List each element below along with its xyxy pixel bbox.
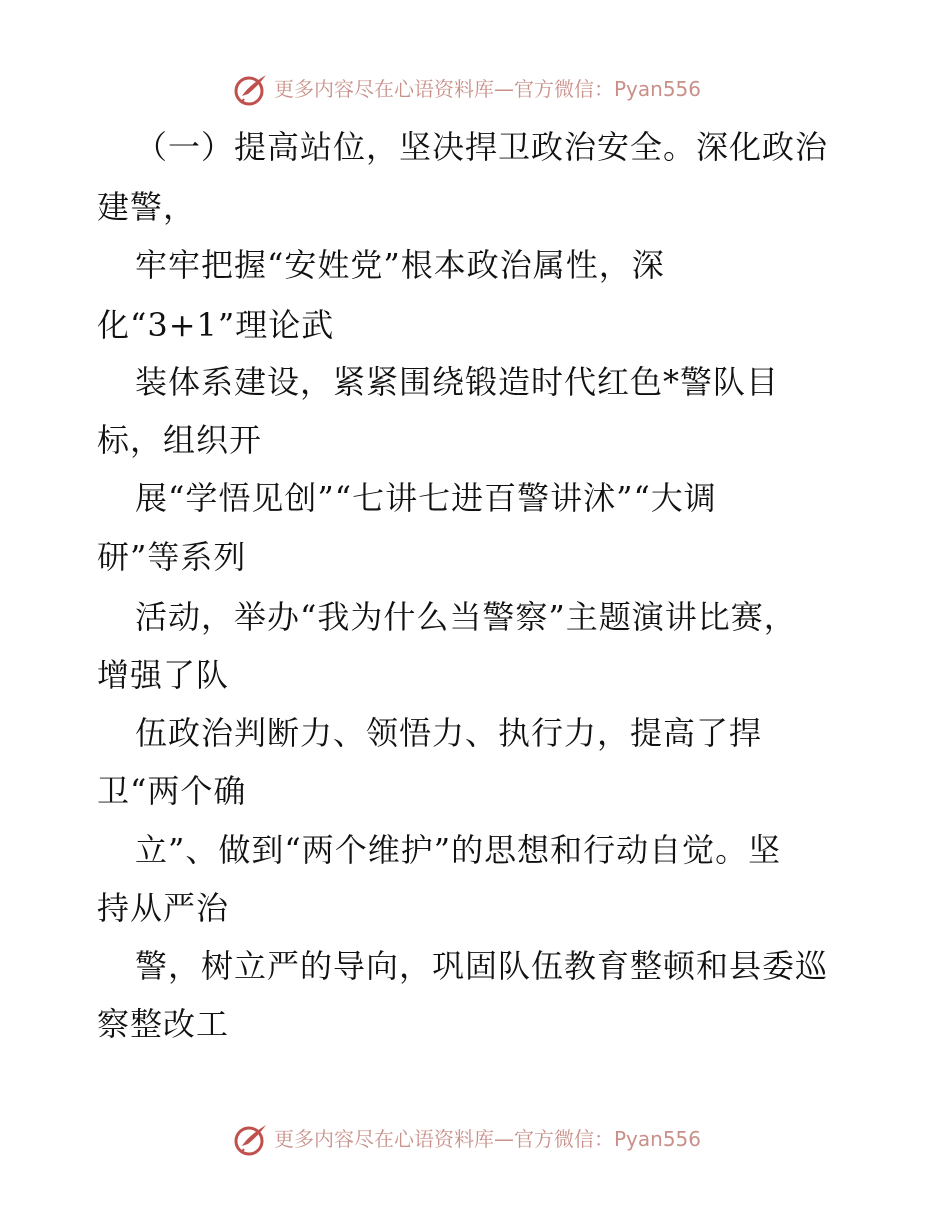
text-line: 持从严治: [97, 889, 230, 927]
text-line: 牢牢把握“安姓党”根本政治属性，深: [135, 246, 665, 284]
text-line: 标，组织开: [97, 421, 263, 459]
text-line: 察整改工: [97, 1005, 230, 1043]
text-line: 展“学悟见创”“七讲七进百警讲沭”“大调: [135, 479, 717, 517]
header-banner-text: 更多内容尽在心语资料库—官方微信：Pyan556: [274, 77, 702, 101]
text-line: 研”等系列: [97, 538, 247, 576]
text-line: 化“3+1”理论武: [97, 306, 335, 344]
text-line: 增强了队: [97, 656, 230, 694]
text-line: 卫“两个确: [97, 772, 247, 810]
text-line: 警，树立严的导向，巩固队伍教育整顿和县委巡: [135, 947, 829, 985]
quill-logo-icon: [232, 1122, 270, 1158]
text-line: 伍政治判断力、领悟力、执行力，提高了捍: [135, 714, 763, 752]
header-banner: [0, 70, 950, 110]
text-line: 立”、做到“两个维护”的思想和行动自觉。坚: [135, 831, 782, 869]
text-line: 建警，: [97, 188, 197, 226]
text-line: 装体系建设，紧紧围绕锻造时代红色*警队目: [135, 363, 780, 401]
quill-logo-icon: [232, 72, 270, 108]
footer-banner: [0, 1120, 950, 1160]
text-line: （一）提高站位，坚决捍卫政治安全。深化政治: [135, 128, 829, 166]
footer-banner-text: 更多内容尽在心语资料库—官方微信：Pyan556: [274, 1127, 702, 1151]
text-line: 活动，举办“我为什么当警察”主题演讲比赛，: [135, 598, 797, 636]
